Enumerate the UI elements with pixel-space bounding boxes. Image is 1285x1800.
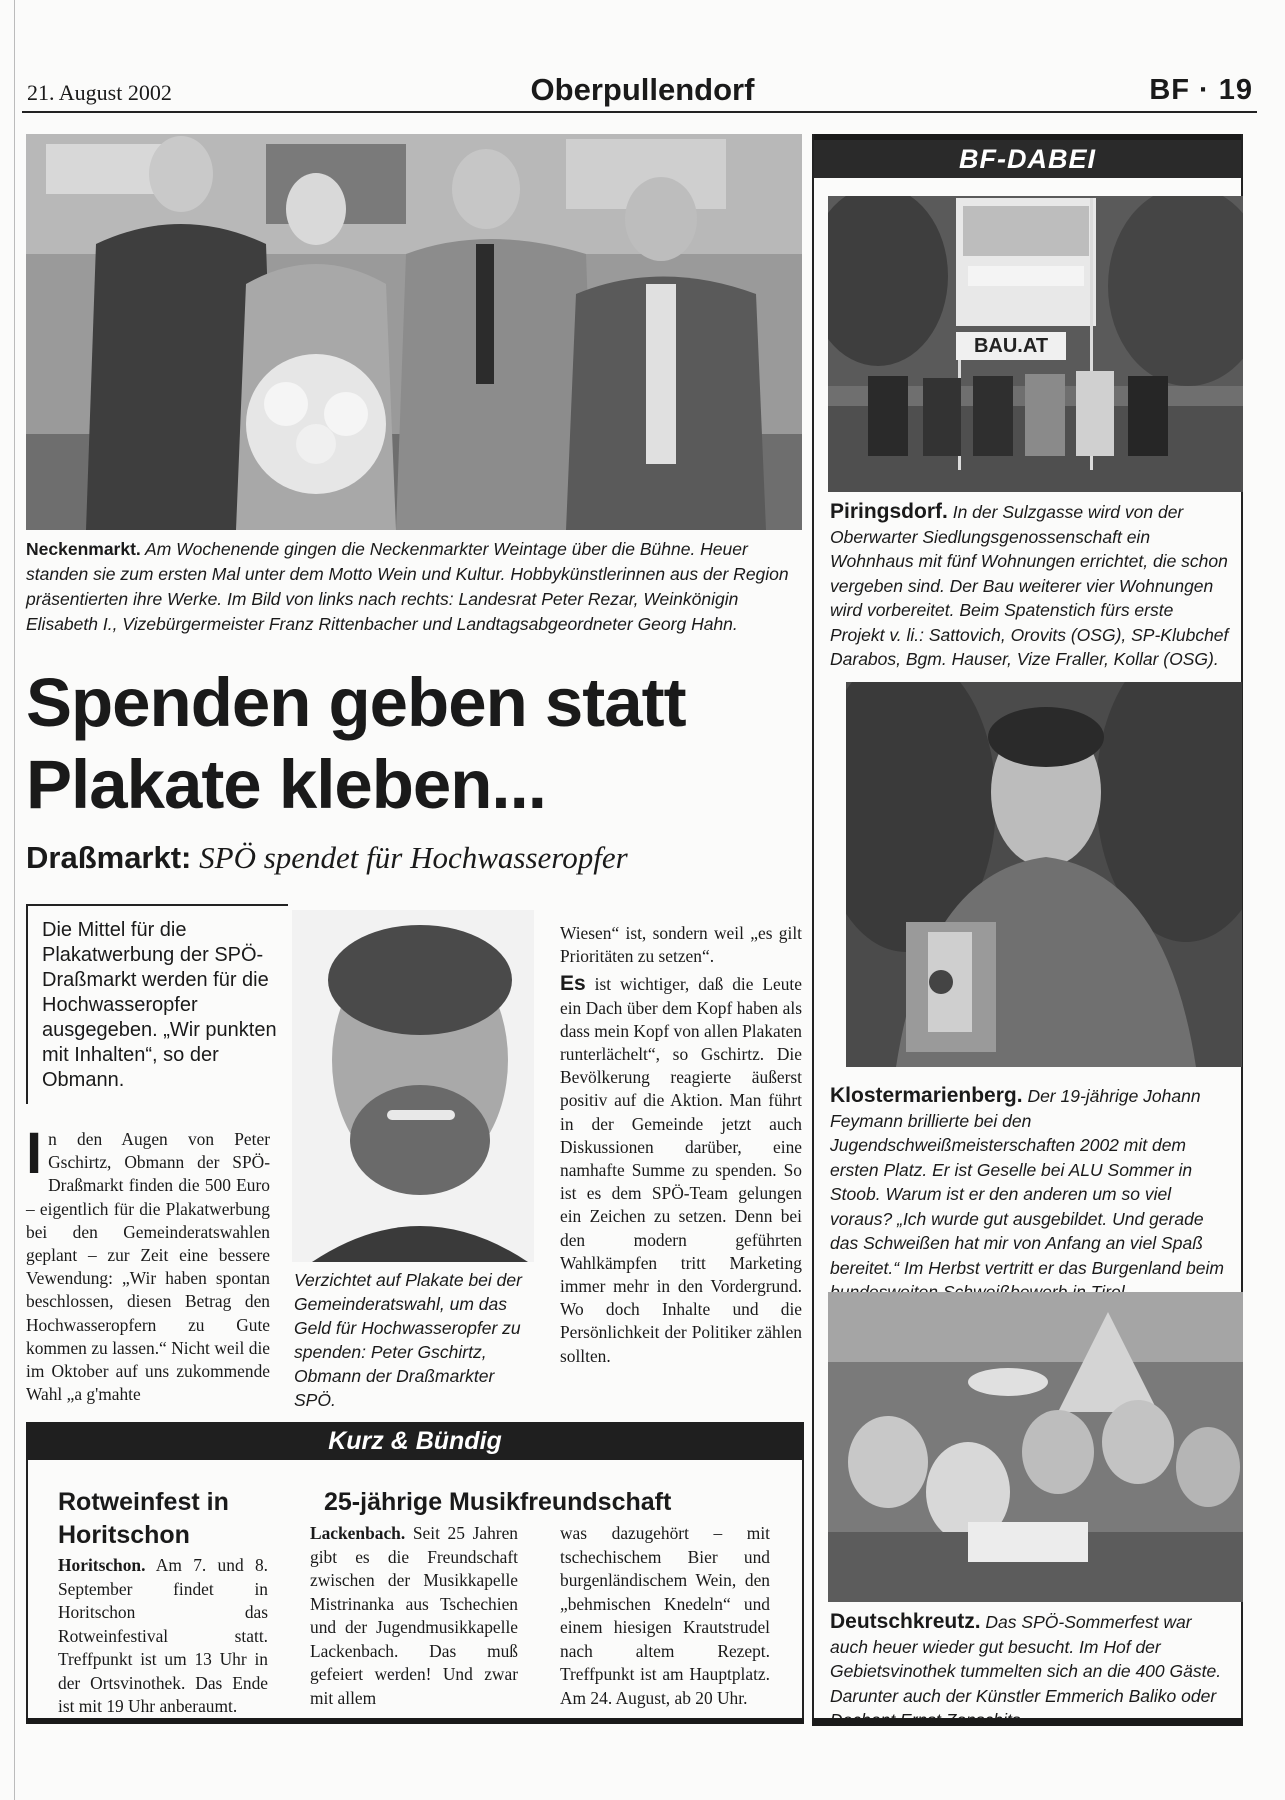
kurz-border-right — [802, 1460, 804, 1720]
header-rule — [22, 111, 1257, 113]
column-3-paragraph-2 — [560, 972, 802, 1367]
es-lead: Es — [560, 972, 586, 996]
page-number: BF · 19 — [1149, 74, 1253, 106]
item-2-column-b: was dazugehört – mit tschechischem Bier und burgenländischem Wein, den „behmischen Knedeln“ und einem hiesigen Krautstrudel nach altem Rezept. Treffpunkt ist am Hauptplatz. Am 24. August, ab 20 Uhr. — [560, 1523, 770, 1708]
headline-line-1: Spenden geben statt — [26, 664, 686, 741]
neckenmarkt-caption — [26, 537, 802, 637]
caption-lead: Neckenmarkt. — [26, 539, 141, 559]
kurz-buendig-bar: Kurz & Bündig — [26, 1422, 804, 1460]
dropcap: I — [26, 1121, 43, 1186]
kurz-item-2 — [308, 1486, 778, 1519]
item-2-column-a — [310, 1522, 518, 1710]
klostermarienberg-text: Der 19-jährige Johann Feymann brillierte bei den Jugendschweißmeisterschaften 2002 mit dem ersten Platz. Er ist Geselle bei ALU Sommer in Stoob. Warum ist er den anderen um so viel voraus? „Ich wurde gut ausgebildet. Und gerade das Schweißen hat mir von Anfang an viel Spaß bereitet.“ Im Herbst vertritt er das Burgenland beim — [830, 1086, 1224, 1278]
item-2-lead: Lackenbach. — [310, 1523, 406, 1543]
piringsdorf-caption — [830, 500, 1230, 672]
piringsdorf-photo — [828, 196, 1243, 492]
deutschkreutz-lead: Deutschkreutz. — [830, 1610, 981, 1633]
bf-border-left — [812, 134, 814, 1724]
item-2-title: 25-jährige Musikfreundschaft — [324, 1488, 672, 1516]
bf-dabei-bar: BF-DABEI — [812, 140, 1243, 178]
item-1-title: Rotweinfest in Horitschon — [58, 1488, 229, 1549]
klostermarienberg-caption — [830, 1084, 1230, 1305]
column-1-text: n den Augen von Peter Gschirtz, Obmann der SPÖ-Draßmarkt finden die 500 Euro – eigentlich für die Plakatwerbung bei den Gemeinderatswahlen geplant – zur Zeit eine bessere Vewendung: „Wir haben spontan beschlossen, diesen Betrag den Hochwasseropfern zu Gute kommen zu lassen.“ Nicht weil die im Oktober auf uns zukommende Wahl „a g'mahte — [26, 1129, 270, 1405]
kurz-border-bottom — [26, 1718, 804, 1724]
page-edge — [14, 0, 15, 1800]
article-column-1 — [26, 1121, 270, 1406]
bau-sign-text: BAU.AT — [973, 335, 1049, 357]
article-subhead — [26, 840, 628, 876]
gschirtz-portrait — [292, 910, 534, 1262]
caption-text: Am Wochenende gingen die Neckenmarkter Weintage über die Bühne. Heuer standen sie zum ersten Mal unter dem Motto Wein und Kultur. Hobbykünstlerinnen aus der Region präsentierten ihre Werke. Im Bild von links nach rechts: Landesrat Peter Rezar, Weinkönigin Elisabeth I., Vizebürgermeister Franz Rittenbacher und Landtagsabgeordneter Georg Hahn. — [26, 539, 789, 634]
klostermarienberg-lead: Klostermarienberg. — [830, 1084, 1023, 1107]
item-1-text: Am 7. und 8. September findet in Horitschon das Rotweinfestival statt. Treffpunkt ist um 13 Uhr in der Ortsvinothek. Das Ende ist mit 19 Uhr anberaumt. — [58, 1555, 268, 1716]
kurz-border-left — [26, 1460, 28, 1720]
article-column-3 — [560, 922, 802, 1368]
piringsdorf-lead: Piringsdorf. — [830, 500, 948, 523]
item-1-lead: Horitschon. — [58, 1555, 146, 1575]
deutschkreutz-photo — [828, 1292, 1243, 1602]
portrait-caption: Verzichtet auf Plakate bei der Gemeinderatswahl, um das Geld für Hochwasseropfer zu spenden: Peter Gschirtz, Obmann der Draßmarkter SPÖ. — [294, 1270, 522, 1410]
piringsdorf-text: In der Sulzgasse wird von der Oberwarter Siedlungsgenossenschaft ein Wohnhaus mit fünf Wohnungen errichtet, die schon vergeben sind. Der Bau weiterer vier Wohnungen wird vorbereitet. Beim Spatenstich fürs erste Projekt v. li.: Sattovich, Orovits (OSG), SP-Klubchef Darabos, Bgm. Hauser, Vize Fraller, Kollar (OSG). — [830, 502, 1229, 669]
subhead-place: Draßmarkt: — [26, 840, 192, 875]
headline-line-2: Plakate kleben... — [26, 746, 546, 823]
column-3-text: ist wichtiger, daß die Leute ein Dach über dem Kopf haben als dass mein Kopf von allen Plakaten runterlächelt“, so Gschirtz. Die Bevölkerung reagierte äußerst positiv auf die Aktion. Man führt in der Gemeinde jetzt auch Diskussionen darüber, eine namhafte Summe zu spenden. So ist es dem SPÖ-Team gelungen ein Zeichen zu setzen. Denn bei den modern geführten Wahlkämpfen tritt Marketing immer mehr in den Vordergrund. Wo doch Inhalte und die Persönlichkeit der Politiker zählen sollten. — [560, 974, 802, 1366]
article-headline — [26, 662, 786, 826]
deutschkreutz-text: Das SPÖ-Sommerfest war auch heuer wieder gut besucht. Im Hof der Gebietsvinothek tummelten sich an die 400 Gäste. Darunter auch der Künstler Emmerich Baliko oder Dechant Ernst Zonschits. — [830, 1612, 1222, 1730]
issue-date: 21. August 2002 — [27, 80, 172, 105]
neckenmarkt-photo — [26, 134, 802, 530]
section-title: Oberpullendorf — [530, 72, 755, 107]
article-intro: Die Mittel für die Plakatwerbung der SPÖ-Draßmarkt werden für die Hochwasseropfer ausgegeben. „Wir punkten mit Inhalten“, so der Obmann. — [42, 919, 277, 1091]
column-3-paragraph-1: Wiesen“ ist, sondern weil „es gilt Prioritäten zu setzen“. — [560, 923, 802, 967]
deutschkreutz-caption — [830, 1610, 1230, 1733]
item-2-text-a: Seit 25 Jahren gibt es die Freundschaft zwischen der Musikkapelle Mistrinanka aus Tschechien und der Jugendmusikkapelle Lackenbach. Das muß gefeiert werden! Und zwar mit allem — [310, 1523, 518, 1708]
subhead-text: SPÖ spendet für Hochwasseropfer — [199, 840, 628, 875]
klostermarienberg-photo — [846, 682, 1242, 1067]
kurz-item-1 — [58, 1486, 268, 1719]
